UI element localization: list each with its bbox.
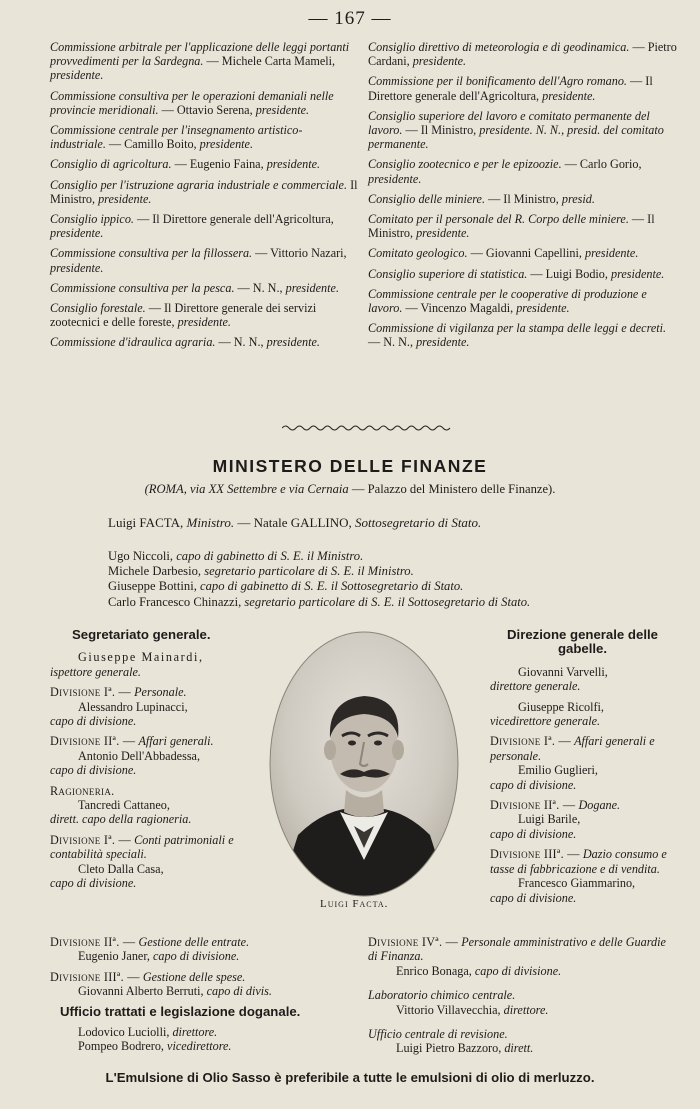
list-item: Commissione centrale per le cooperative di produzione e lavoro. — Vincenzo Magaldi, presidente. — [368, 286, 647, 316]
minister-role: Ministro. — [186, 515, 235, 530]
list-item: Divisione Iª. — Personale. Alessandro Lupinacci, capo di divisione. — [50, 685, 188, 729]
list-item: Lodovico Luciolli, direttore. — [78, 1025, 218, 1040]
list-item: Divisione Iª. — Affari generali e personale. Emilio Guglieri, capo di divisione. — [490, 734, 655, 792]
undersecretary-name: Natale GALLINO, — [253, 515, 352, 530]
list-item: Consiglio superiore del lavoro e comitato permanente del lavoro. — Il Ministro, presidente. N. N., presid. del comitato permanente. — [368, 108, 664, 152]
list-item: Divisione IIª. — Dogane. Luigi Barile, capo di divisione. — [490, 798, 621, 841]
advertisement-line: L'Emulsione di Olio Sasso è preferibile a tutte le emulsioni di olio di merluzzo. — [105, 1070, 595, 1085]
list-item: Consiglio per l'istruzione agraria industriale e commerciale. Il Ministro, presidente. — [50, 177, 358, 206]
list-item: Commissione consultiva per la fillossera. — Vittorio Nazari, presidente. — [50, 246, 347, 275]
section-heading: Direzione generale delle gabelle. — [507, 627, 658, 657]
ministry-title: MINISTERO DELLE FINANZE — [212, 456, 488, 476]
list-item: Divisione IIIª. — Dazio consumo e tasse di fabbricazione e di vendita. Francesco Giammarino, capo di divisione. — [490, 847, 667, 905]
gabelle-section — [490, 628, 675, 911]
list-item: Commissione d'idraulica agraria. — N. N., presidente. — [50, 335, 320, 350]
list-item: Giovanni Varvelli, direttore generale. — [490, 664, 608, 694]
list-item: Giuseppe Mainardi, ispettore generale. — [50, 650, 204, 679]
right-bottom-block — [368, 935, 678, 1062]
list-item: Comitato per il personale del R. Corpo delle miniere. — Il Ministro, presidente. — [368, 212, 655, 241]
portrait-photo — [268, 630, 460, 898]
left-column — [50, 40, 358, 356]
segretariato-section — [50, 628, 250, 897]
minister-name: Luigi FACTA, — [108, 515, 184, 530]
list-item: Commissione consultiva per la pesca. — N. N., presidente. — [50, 280, 339, 295]
portrait-caption: Luigi Facta. — [320, 898, 389, 910]
undersecretary-role: Sottosegretario di Stato. — [355, 515, 482, 530]
list-item: Giuseppe Bottini, capo di gabinetto di S. E. il Sottosegretario di Stato. — [108, 579, 464, 594]
list-item: Laboratorio chimico centrale. Vittorio Villavecchia, direttore. — [368, 988, 549, 1017]
list-item: Consiglio forestale. — Il Direttore generale dei servizi zootecnici e delle foreste, presidente. — [50, 301, 317, 330]
list-item: Divisione IIª. — Affari generali. Antonio Dell'Abbadessa, capo di divisione. — [50, 734, 214, 778]
list-item: Carlo Francesco Chinazzi, segretario particolare di S. E. il Sottosegretario di Stato. — [108, 594, 531, 609]
list-item: Comitato geologico. — Giovanni Capellini, presidente. — [368, 246, 639, 261]
cabinet-staff — [108, 549, 530, 610]
list-item: Consiglio delle miniere. — Il Ministro, presid. — [368, 191, 595, 206]
list-item: Giuseppe Ricolfi, vicedirettore generale. — [490, 699, 604, 729]
list-item: Consiglio superiore di statistica. — Luigi Bodio, presidente. — [368, 266, 665, 281]
list-item: Commissione consultiva per le operazioni demaniali nelle provincie meridionali. — Ottavio Serena, presidente. — [50, 88, 334, 117]
list-item: Consiglio di agricoltura. — Eugenio Faina, presidente. — [50, 157, 321, 172]
list-item: Ragioneria. Tancredi Cattaneo, dirett. capo della ragioneria. — [50, 783, 192, 827]
list-item: Michele Darbesio, segretario particolare di S. E. il Ministro. — [108, 564, 414, 579]
right-column — [368, 40, 678, 356]
list-item: Divisione IIª. — Gestione delle entrate. Eugenio Janer, capo di divisione. — [50, 935, 250, 964]
list-item: Commissione centrale per l'insegnamento artistico-industriale. — Camillo Boito, presidente. — [50, 123, 303, 152]
list-item: Ufficio centrale di revisione. Luigi Pietro Bazzoro, dirett. — [368, 1027, 534, 1056]
list-item: Commissione di vigilanza per la stampa delle leggi e decreti. — N. N., presidente. — [368, 321, 667, 350]
list-item: Consiglio zootecnico e per le epizoozie. — Carlo Gorio, presidente. — [368, 157, 642, 186]
list-item: Divisione IVª. — Personale amministrativo e delle Guardie di Finanza. Enrico Bonaga, capo di divisione. — [368, 935, 666, 978]
list-item: Commissione per il bonificamento dell'Agro romano. — Il Direttore generale dell'Agricoltura, presidente. — [368, 74, 653, 103]
section-heading: Ufficio trattati e legislazione doganale. — [60, 1003, 301, 1019]
wavy-divider — [282, 423, 452, 433]
list-item: Pompeo Bodrero, vicedirettore. — [78, 1039, 232, 1054]
list-item: Consiglio direttivo di meteorologia e di geodinamica. — Pietro Cardani, presidente. — [368, 40, 677, 69]
ministry-address: (ROMA, via XX Settembre e via Cernaia — Palazzo del Ministero delle Finanze). — [144, 482, 556, 496]
list-item: Ugo Niccoli, capo di gabinetto di S. E. il Ministro. — [108, 549, 364, 563]
minister-line: Luigi FACTA, Ministro. — Natale GALLINO, Sottosegretario di Stato. — [108, 515, 482, 530]
list-item: Consiglio ippico. — Il Direttore generale dell'Agricoltura, presidente. — [50, 212, 334, 241]
left-bottom-block — [50, 935, 360, 1054]
list-item: Divisione IIIª. — Gestione delle spese. Giovanni Alberto Berruti, capo di divis. — [50, 969, 272, 999]
page-number: — 167 — — [308, 8, 392, 29]
list-item: Divisione Iª. — Conti patrimoniali e contabilità speciali. Cleto Dalla Casa, capo di divisione. — [50, 832, 234, 891]
list-item: Commissione arbitrale per l'applicazione delle leggi portanti provvedimenti per la Sardegna. — Michele Carta Mameli, presidente. — [50, 40, 350, 83]
section-heading: Segretariato generale. — [72, 627, 211, 642]
